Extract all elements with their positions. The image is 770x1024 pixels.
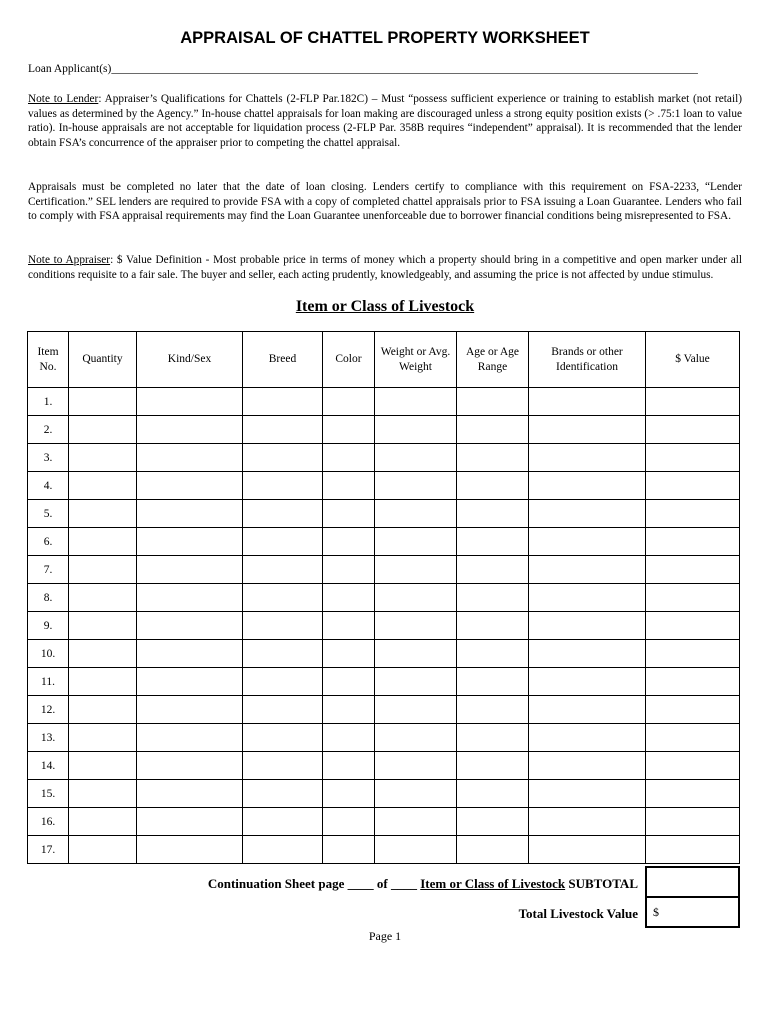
table-cell[interactable] bbox=[323, 752, 375, 780]
table-cell[interactable] bbox=[69, 584, 137, 612]
table-cell[interactable] bbox=[137, 640, 243, 668]
table-cell[interactable] bbox=[323, 668, 375, 696]
table-cell[interactable] bbox=[69, 472, 137, 500]
total-livestock-label: Total Livestock Value bbox=[518, 906, 638, 921]
item-number: 15. bbox=[28, 780, 69, 808]
table-cell[interactable] bbox=[646, 556, 740, 584]
table-cell[interactable] bbox=[375, 836, 457, 864]
table-cell[interactable] bbox=[529, 500, 646, 528]
table-cell[interactable] bbox=[137, 668, 243, 696]
section-title: Item or Class of Livestock bbox=[295, 298, 475, 315]
table-cell[interactable] bbox=[529, 416, 646, 444]
table-cell[interactable] bbox=[457, 500, 529, 528]
table-cell[interactable] bbox=[69, 668, 137, 696]
note-to-lender-text: : Appraiser’s Qualifications for Chattels (2-FLP Par.182C) – Must “possess sufficient experience or training to establish market (not retail) values as determined by the Agency.” In-house chattel appraisals for loan making are discouraged unless a strong equity position exists (> .75:1 loan to value ratio). In-house appraisals are not acceptable for liquidation process (2-FLP Par. 358B requires “independent” appraisal). It is recommended that the lender obtain FSA’s concurrence of the appraiser prior to competing the chattel appraisal. bbox=[28, 93, 742, 149]
table-cell[interactable] bbox=[529, 640, 646, 668]
table-cell[interactable] bbox=[375, 416, 457, 444]
table-row bbox=[28, 780, 740, 808]
table-row bbox=[28, 668, 740, 696]
table-cell[interactable] bbox=[375, 640, 457, 668]
table-cell[interactable] bbox=[646, 696, 740, 724]
table-cell[interactable] bbox=[243, 584, 323, 612]
table-cell[interactable] bbox=[323, 780, 375, 808]
table-cell[interactable] bbox=[375, 808, 457, 836]
table-row bbox=[28, 612, 740, 640]
table-cell[interactable] bbox=[529, 444, 646, 472]
table-cell[interactable] bbox=[69, 612, 137, 640]
item-number: 1. bbox=[28, 388, 69, 416]
table-cell[interactable] bbox=[646, 752, 740, 780]
column-header: Age or Age Range bbox=[457, 332, 529, 388]
table-cell[interactable] bbox=[457, 388, 529, 416]
table-cell[interactable] bbox=[529, 836, 646, 864]
table-cell[interactable] bbox=[375, 500, 457, 528]
table-cell[interactable] bbox=[137, 556, 243, 584]
table-cell[interactable] bbox=[69, 836, 137, 864]
table-cell[interactable] bbox=[529, 472, 646, 500]
table-cell[interactable] bbox=[137, 752, 243, 780]
table-cell[interactable] bbox=[646, 808, 740, 836]
column-header: Brands or other Identification bbox=[529, 332, 646, 388]
table-cell[interactable] bbox=[646, 472, 740, 500]
table-cell[interactable] bbox=[243, 752, 323, 780]
table-cell[interactable] bbox=[137, 500, 243, 528]
table-cell[interactable] bbox=[375, 388, 457, 416]
table-cell[interactable] bbox=[69, 416, 137, 444]
column-header: Item No. bbox=[28, 332, 69, 388]
table-cell[interactable] bbox=[375, 528, 457, 556]
table-cell[interactable] bbox=[529, 780, 646, 808]
column-header: Quantity bbox=[69, 332, 137, 388]
item-number: 2. bbox=[28, 416, 69, 444]
table-cell[interactable] bbox=[529, 584, 646, 612]
table-cell[interactable] bbox=[529, 528, 646, 556]
item-number: 16. bbox=[28, 808, 69, 836]
table-row bbox=[28, 808, 740, 836]
table-cell[interactable] bbox=[243, 444, 323, 472]
table-cell[interactable] bbox=[646, 416, 740, 444]
table-cell[interactable] bbox=[137, 836, 243, 864]
page-title: APPRAISAL OF CHATTEL PROPERTY WORKSHEET bbox=[180, 29, 590, 47]
column-header: Color bbox=[323, 332, 375, 388]
table-cell[interactable] bbox=[69, 696, 137, 724]
table-cell[interactable] bbox=[323, 556, 375, 584]
item-number: 8. bbox=[28, 584, 69, 612]
table-cell[interactable] bbox=[646, 668, 740, 696]
table-cell[interactable] bbox=[529, 696, 646, 724]
subtotal-label bbox=[208, 876, 638, 892]
table-row bbox=[28, 416, 740, 444]
item-number: 11. bbox=[28, 668, 69, 696]
table-cell[interactable] bbox=[457, 444, 529, 472]
column-header: Kind/Sex bbox=[137, 332, 243, 388]
table-cell[interactable] bbox=[375, 612, 457, 640]
table-cell[interactable] bbox=[457, 416, 529, 444]
column-header: Breed bbox=[243, 332, 323, 388]
table-cell[interactable] bbox=[243, 724, 323, 752]
table-cell[interactable] bbox=[646, 612, 740, 640]
table-cell[interactable] bbox=[137, 388, 243, 416]
item-number: 9. bbox=[28, 612, 69, 640]
table-cell[interactable] bbox=[375, 696, 457, 724]
table-cell[interactable] bbox=[69, 808, 137, 836]
table-cell[interactable] bbox=[243, 556, 323, 584]
livestock-table bbox=[27, 331, 740, 864]
table-cell[interactable] bbox=[137, 528, 243, 556]
table-cell[interactable] bbox=[457, 836, 529, 864]
item-number: 6. bbox=[28, 528, 69, 556]
note-to-lender bbox=[28, 92, 742, 150]
table-cell[interactable] bbox=[375, 752, 457, 780]
table-row bbox=[28, 696, 740, 724]
table-cell[interactable] bbox=[137, 696, 243, 724]
table-cell[interactable] bbox=[243, 388, 323, 416]
total-value-box[interactable] bbox=[645, 896, 740, 928]
table-cell[interactable] bbox=[323, 612, 375, 640]
column-header: $ Value bbox=[646, 332, 740, 388]
subtotal-class-link: Item or Class of Livestock bbox=[420, 876, 566, 891]
table-cell[interactable] bbox=[646, 528, 740, 556]
table-row bbox=[28, 500, 740, 528]
table-cell[interactable] bbox=[375, 584, 457, 612]
table-cell[interactable] bbox=[323, 724, 375, 752]
table-cell[interactable] bbox=[375, 780, 457, 808]
table-cell[interactable] bbox=[243, 472, 323, 500]
table-cell[interactable] bbox=[529, 724, 646, 752]
table-body bbox=[28, 388, 740, 864]
table-row bbox=[28, 640, 740, 668]
table-cell[interactable] bbox=[646, 500, 740, 528]
table-cell[interactable] bbox=[137, 444, 243, 472]
table-cell[interactable] bbox=[69, 388, 137, 416]
table-header-row bbox=[28, 332, 740, 388]
table-cell[interactable] bbox=[529, 668, 646, 696]
table-cell[interactable] bbox=[137, 808, 243, 836]
table-cell[interactable] bbox=[137, 584, 243, 612]
table-cell[interactable] bbox=[323, 388, 375, 416]
table-cell[interactable] bbox=[243, 808, 323, 836]
table-cell[interactable] bbox=[323, 584, 375, 612]
table-cell[interactable] bbox=[69, 444, 137, 472]
item-number: 3. bbox=[28, 444, 69, 472]
table-cell[interactable] bbox=[457, 528, 529, 556]
table-cell[interactable] bbox=[646, 724, 740, 752]
table-cell[interactable] bbox=[323, 640, 375, 668]
item-number: 10. bbox=[28, 640, 69, 668]
table-cell[interactable] bbox=[323, 416, 375, 444]
table-cell[interactable] bbox=[529, 808, 646, 836]
loan-applicant-field[interactable]: Loan Applicant(s)______________________________________________________________________________________________________ bbox=[28, 63, 698, 75]
table-cell[interactable] bbox=[69, 528, 137, 556]
table-cell[interactable] bbox=[137, 416, 243, 444]
table-cell[interactable] bbox=[529, 388, 646, 416]
table-cell[interactable] bbox=[69, 724, 137, 752]
page-number: Page 1 bbox=[368, 929, 402, 943]
table-row bbox=[28, 752, 740, 780]
table-cell[interactable] bbox=[457, 472, 529, 500]
table-cell[interactable] bbox=[137, 612, 243, 640]
table-row bbox=[28, 472, 740, 500]
table-cell[interactable] bbox=[69, 752, 137, 780]
note-to-appraiser-label: Note to Appraiser bbox=[28, 254, 111, 266]
table-cell[interactable] bbox=[243, 836, 323, 864]
table-row bbox=[28, 444, 740, 472]
total-currency: $ bbox=[653, 905, 659, 919]
table-cell[interactable] bbox=[243, 528, 323, 556]
table-cell[interactable] bbox=[323, 808, 375, 836]
table-row bbox=[28, 724, 740, 752]
table-cell[interactable] bbox=[646, 640, 740, 668]
table-cell[interactable] bbox=[69, 640, 137, 668]
table-cell[interactable] bbox=[243, 640, 323, 668]
appraisals-paragraph: Appraisals must be completed no later that the date of loan closing. Lenders certify to compliance with this requirement on FSA-2233, “Lender Certification.” SEL lenders are required to provide FSA with a copy of completed chattel appraisals prior to FSA issuing a Loan Guarantee. Lenders who fail to comply with FSA appraisal requirements may find the Loan Guarantee unenforceable due to borrower financial conditions being misrepresented to FSA. bbox=[28, 181, 742, 223]
table-cell[interactable] bbox=[137, 724, 243, 752]
table-cell[interactable] bbox=[323, 472, 375, 500]
table-cell[interactable] bbox=[457, 752, 529, 780]
table-cell[interactable] bbox=[457, 584, 529, 612]
table-cell[interactable] bbox=[375, 444, 457, 472]
table-cell[interactable] bbox=[137, 472, 243, 500]
table-cell[interactable] bbox=[457, 612, 529, 640]
table-row bbox=[28, 584, 740, 612]
table-cell[interactable] bbox=[69, 556, 137, 584]
table-cell[interactable] bbox=[323, 836, 375, 864]
continuation-sheet-text: Continuation Sheet page ____ of ____ bbox=[207, 876, 421, 891]
note-to-appraiser-text: : $ Value Definition - Most probable price in terms of money which a property should bring in a competitive and open marker under all conditions requisite to a fair sale. The buyer and seller, each acting prudently, knowledgeably, and assuming the price is not affected by undue stimulus. bbox=[28, 254, 742, 281]
table-cell[interactable] bbox=[243, 416, 323, 444]
table-cell[interactable] bbox=[243, 668, 323, 696]
item-number: 17. bbox=[28, 836, 69, 864]
table-cell[interactable] bbox=[375, 668, 457, 696]
table-cell[interactable] bbox=[243, 500, 323, 528]
table-cell[interactable] bbox=[457, 696, 529, 724]
table-cell[interactable] bbox=[375, 556, 457, 584]
table-cell[interactable] bbox=[243, 612, 323, 640]
table-cell[interactable] bbox=[243, 696, 323, 724]
table-row bbox=[28, 556, 740, 584]
column-header: Weight or Avg. Weight bbox=[375, 332, 457, 388]
table-cell[interactable] bbox=[646, 780, 740, 808]
table-cell[interactable] bbox=[323, 696, 375, 724]
table-cell[interactable] bbox=[137, 780, 243, 808]
item-number: 14. bbox=[28, 752, 69, 780]
table-cell[interactable] bbox=[243, 780, 323, 808]
note-to-lender-label: Note to Lender bbox=[28, 93, 99, 105]
item-number: 4. bbox=[28, 472, 69, 500]
table-cell[interactable] bbox=[69, 500, 137, 528]
table-cell[interactable] bbox=[457, 724, 529, 752]
table-cell[interactable] bbox=[646, 584, 740, 612]
item-number: 13. bbox=[28, 724, 69, 752]
table-cell[interactable] bbox=[457, 640, 529, 668]
table-cell[interactable] bbox=[69, 780, 137, 808]
item-number: 5. bbox=[28, 500, 69, 528]
table-cell[interactable] bbox=[323, 528, 375, 556]
table-cell[interactable] bbox=[457, 808, 529, 836]
table-cell[interactable] bbox=[646, 388, 740, 416]
subtotal-value-box[interactable] bbox=[645, 866, 740, 898]
item-number: 12. bbox=[28, 696, 69, 724]
table-cell[interactable] bbox=[646, 836, 740, 864]
table-cell[interactable] bbox=[323, 444, 375, 472]
table-cell[interactable] bbox=[323, 500, 375, 528]
table-cell[interactable] bbox=[457, 780, 529, 808]
table-cell[interactable] bbox=[529, 556, 646, 584]
table-cell[interactable] bbox=[529, 612, 646, 640]
item-number: 7. bbox=[28, 556, 69, 584]
table-cell[interactable] bbox=[529, 752, 646, 780]
table-cell[interactable] bbox=[457, 556, 529, 584]
table-cell[interactable] bbox=[646, 444, 740, 472]
table-cell[interactable] bbox=[375, 724, 457, 752]
table-cell[interactable] bbox=[375, 472, 457, 500]
table-row bbox=[28, 528, 740, 556]
table-row bbox=[28, 836, 740, 864]
subtotal-suffix: SUBTOTAL bbox=[565, 876, 638, 891]
table-row bbox=[28, 388, 740, 416]
table-cell[interactable] bbox=[457, 668, 529, 696]
note-to-appraiser bbox=[28, 253, 742, 282]
